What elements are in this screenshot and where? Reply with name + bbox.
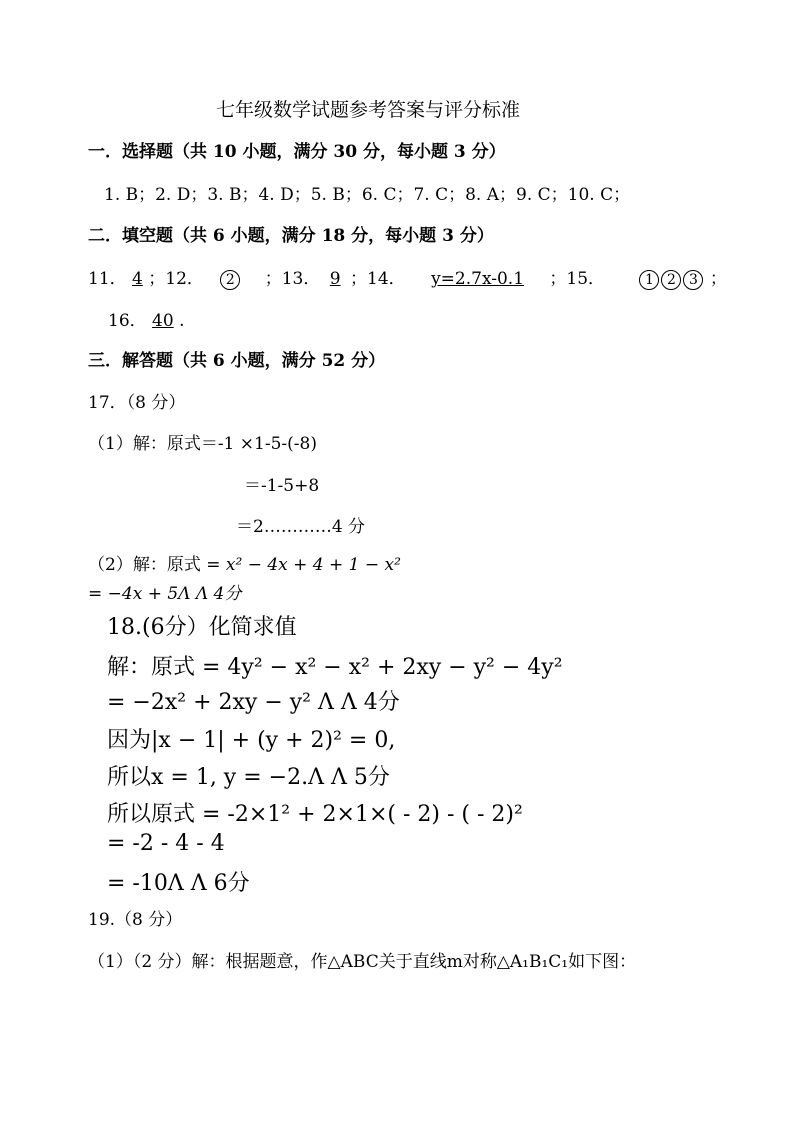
q14-answer: y=2.7x-0.1 [431,269,525,289]
q17-line4-prefix: （2）解：原式 [88,555,201,575]
q12-label: ；12． [148,269,204,289]
q19-line1: （1）（2 分）解：根据题意，作△ABC关于直线m对称△A₁B₁C₁如下图： [88,952,637,972]
q14-label: ；14． [350,269,406,289]
q18-line1: 解：原式 = 4y² − x² − x² + 2xy − y² − 4y² [107,655,563,680]
q16-label: 16． [108,311,147,331]
fill-blank-row [88,264,727,290]
section1-answers: 1. B；2. D；3. B；4. D；5. B；6. C；7. C；8. A；9. C；10. C； [104,185,631,205]
section1-heading: 一．选择题（共 10 小题，满分 30 分，每小题 3 分） [88,142,506,162]
q13-label: ；13． [264,269,321,289]
q17-line5: = −4x + 5Λ Λ 4分 [88,584,242,604]
q17-line4-expr: = x² − 4x + 4 + 1 − x² [206,555,401,575]
q18-line5: 所以原式 = -2×1² + 2×1×( - 2) - ( - 2)² [107,802,523,827]
q12-answer-wrap [209,269,259,289]
q18-header: 18.(6分）化简求值 [107,615,297,640]
q18-line3: 因为|x − 1| + (y + 2)² = 0, [107,728,396,753]
q17-header: 17．（8 分） [88,393,186,413]
q13-answer: 9 [329,269,341,289]
q19-header: 19.（8 分） [88,910,183,930]
q18-line7: = -10Λ Λ 6分 [107,871,250,896]
q15-answer-1: 1 [639,270,659,290]
q15-label: ；15． [549,269,606,289]
q11-label: 11． [88,269,127,289]
section3-heading: 三．解答题（共 6 小题，满分 52 分） [88,351,386,371]
q18-line6: = -2 - 4 - 4 [107,831,225,856]
q16-end: . [179,311,185,331]
page-title: 七年级数学试题参考答案与评分标准 [216,99,521,121]
q15-answer-wrap [610,269,704,289]
q15-answer-2: 2 [661,270,681,290]
q15-end: ； [709,269,727,289]
q17-line2: ＝-1-5+8 [244,476,320,496]
q18-line2: = −2x² + 2xy − y² Λ Λ 4分 [107,690,400,715]
q16-row [108,306,185,331]
q17-line1: （1）解：原式＝-1 ×1-5-(-8) [88,434,317,454]
q12-answer: 2 [220,270,240,290]
q15-answer-3: 3 [683,270,703,290]
q11-answer: 4 [132,269,143,289]
q17-line4 [88,550,401,575]
q18-line4: 所以x = 1, y = −2.Λ Λ 5分 [107,765,390,790]
section2-heading: 二．填空题（共 6 小题，满分 18 分，每小题 3 分） [88,226,494,246]
q16-answer: 40 [152,311,174,331]
q17-line3: ＝2…………4 分 [236,517,366,537]
